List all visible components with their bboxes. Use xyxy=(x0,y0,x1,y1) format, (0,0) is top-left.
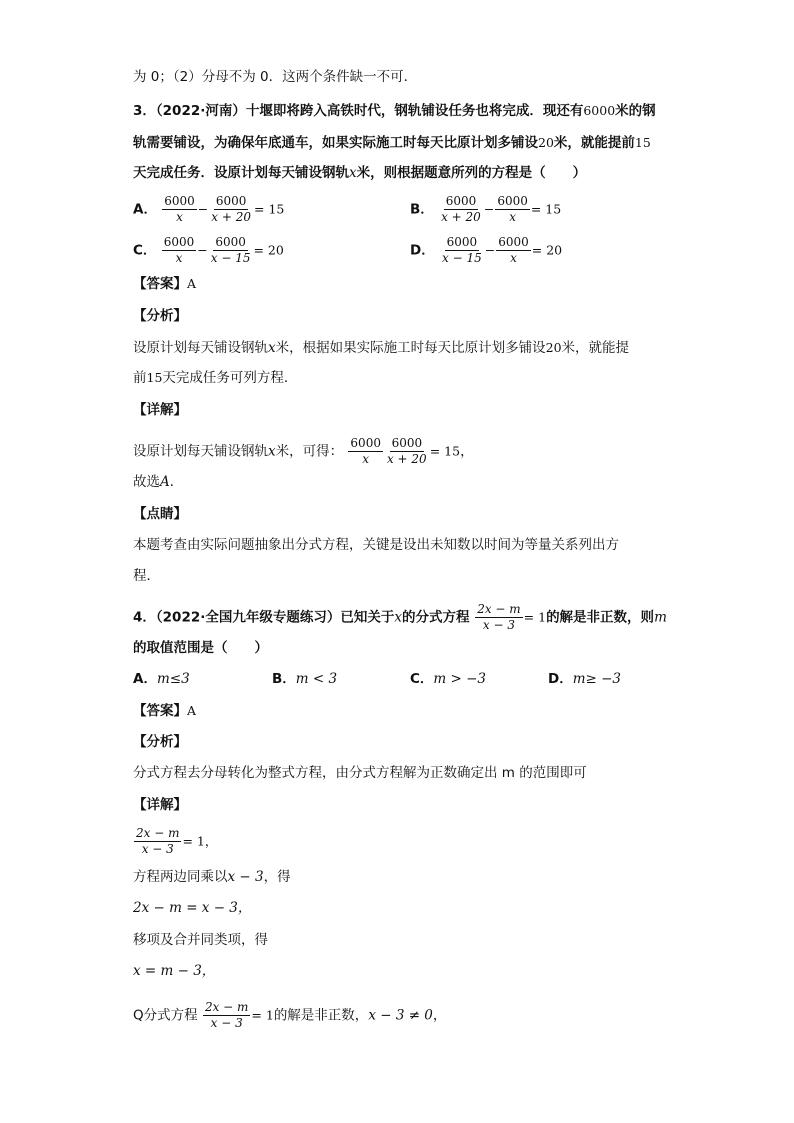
q4-step-1: $\frac{2x - m}{x - 3}$ = 1， xyxy=(136,826,218,856)
fraction: $\frac{2x - m}{x - 3}$ xyxy=(204,1000,249,1030)
fraction: $\frac{6000}{x + 20}$ xyxy=(441,194,481,224)
q4-step-5: x = m − 3， xyxy=(133,963,216,979)
fraction: $\frac{6000}{x + 20}$ xyxy=(211,194,252,224)
q4-step-4: 移项及合并同类项，得 xyxy=(133,932,268,948)
fraction: $\frac{6000}{x}$ xyxy=(497,194,528,224)
q3-stem-line-2 xyxy=(133,133,651,153)
q4-step-3: 2x − m = x − 3， xyxy=(133,900,252,916)
q3-comment-line-2: 程． xyxy=(133,568,160,584)
q4-option-c[interactable]: C．m > −3 xyxy=(410,671,487,687)
q3-option-c[interactable]: C． $\frac{6000}{x}$ − $\frac{6000}{x - 15}$ = 20 xyxy=(133,235,284,265)
fraction: $\frac{2x - m}{x - 3}$ xyxy=(477,602,521,632)
q3-detail-tag: 【详解】 xyxy=(133,402,187,418)
q3-detail-line-1: 设原计划每天铺设钢轨x米，可得： $\frac{6000}{x}$ $\frac{6000}{x + 20}$ = 15， xyxy=(133,436,474,466)
q4-analysis-tag: 【分析】 xyxy=(133,734,187,750)
q4-option-a[interactable]: A．m≤3 xyxy=(133,671,190,687)
continuation-text: 为 0；（2）分母不为 0．这两个条件缺一不可． xyxy=(133,69,418,85)
q3-analysis-line-2: 前15天完成任务可列方程． xyxy=(133,370,298,386)
q3-text: 天完成任务．设原计划每天铺设钢轨 xyxy=(133,165,349,181)
q4-option-b[interactable]: B．m < 3 xyxy=(272,671,338,687)
q4-step-6: Q分式方程 $\frac{2x - m}{x - 3}$ = 1的解是非正数，x − 3 ≠ 0， xyxy=(133,1000,447,1030)
fraction: $\frac{6000}{x}$ xyxy=(164,194,195,224)
fraction: $\frac{6000}{x}$ xyxy=(163,235,195,265)
q4-number: 4． xyxy=(133,609,156,626)
q3-text: 米，就能提前 xyxy=(553,135,635,151)
fraction: $\frac{2x - m}{x - 3}$ xyxy=(136,826,180,856)
fraction: $\frac{6000}{x + 20}$ xyxy=(386,436,427,466)
fraction: $\frac{6000}{x - 15}$ xyxy=(442,235,482,265)
q3-answer-line xyxy=(133,274,196,294)
q3-detail-line-2: 故选A． xyxy=(133,474,184,490)
q3-text: 轨需要铺设，为确保年底通车，如果实际施工时每天比原计划多铺设 xyxy=(133,135,538,151)
answer-tag: 【答案】 xyxy=(133,276,187,292)
q4-answer-line: 【答案】A xyxy=(133,703,197,719)
q4-option-d[interactable]: D．m≥ −3 xyxy=(548,671,622,687)
q3-option-d[interactable]: D． $\frac{6000}{x - 15}$ − $\frac{6000}{x}$ = 20 xyxy=(410,235,563,265)
answer-value: A xyxy=(187,276,197,291)
q3-number-15: 15 xyxy=(634,135,651,150)
q3-text: 米，则根据题意所列的方程是（ ） xyxy=(356,165,587,181)
q3-text: 米的钢 xyxy=(615,103,656,119)
q3-analysis-line-1: 设原计划每天铺设钢轨x米，根据如果实际施工时每天比原计划多铺设20米，就能提 xyxy=(133,340,630,356)
fraction: $\frac{6000}{x}$ xyxy=(350,436,381,466)
q3-comment-line-1: 本题考查由实际问题抽象出分式方程，关键是设出未知数以时间为等量关系列出方 xyxy=(133,537,619,553)
q4-stem-line-2: 的取值范围是（ ） xyxy=(133,640,268,656)
q4-detail-tag: 【详解】 xyxy=(133,797,187,813)
q3-number: 3． xyxy=(133,103,156,119)
option-label: D． xyxy=(410,242,435,259)
q3-option-a[interactable]: A． $\frac{6000}{x}$ − $\frac{6000}{x + 20}$ = 15 xyxy=(133,194,285,224)
q3-stem-line-1 xyxy=(133,101,656,121)
q4-analysis-line-1: 分式方程去分母转化为整式方程，由分式方程解为正数确定出 m 的范围即可 xyxy=(133,765,587,781)
q3-source: （2022·河南） xyxy=(155,103,246,119)
q3-text: 十堰即将跨入高铁时代，钢轨铺设任务也将完成．现还有 xyxy=(245,103,584,119)
option-label: A． xyxy=(133,201,157,218)
q3-number-6000: 6000 xyxy=(583,103,616,118)
option-label: C． xyxy=(133,242,157,259)
q3-option-b[interactable]: B． $\frac{6000}{x + 20}$ − $\frac{6000}{x}$ = 15 xyxy=(410,194,562,224)
q3-var-x: x xyxy=(349,165,357,181)
q3-analysis-tag: 【分析】 xyxy=(133,308,187,324)
q3-comment-tag: 【点睛】 xyxy=(133,506,187,522)
q4-step-2: 方程两边同乘以x − 3，得 xyxy=(133,869,291,885)
fraction: $\frac{6000}{x - 15}$ xyxy=(210,235,251,265)
continuation-line xyxy=(133,67,417,87)
option-label: B． xyxy=(410,201,434,218)
q4-source: （2022·全国九年级专题练习） xyxy=(155,609,341,626)
fraction: $\frac{6000}{x}$ xyxy=(498,235,529,265)
q3-number-20: 20 xyxy=(538,135,554,150)
q4-stem-line-1: 4．（2022·全国九年级专题练习）已知关于x的分式方程 $\frac{2x - m}{x - 3}$ = 1的解是非正数，则m xyxy=(133,602,667,632)
q3-stem-line-3 xyxy=(133,163,586,183)
